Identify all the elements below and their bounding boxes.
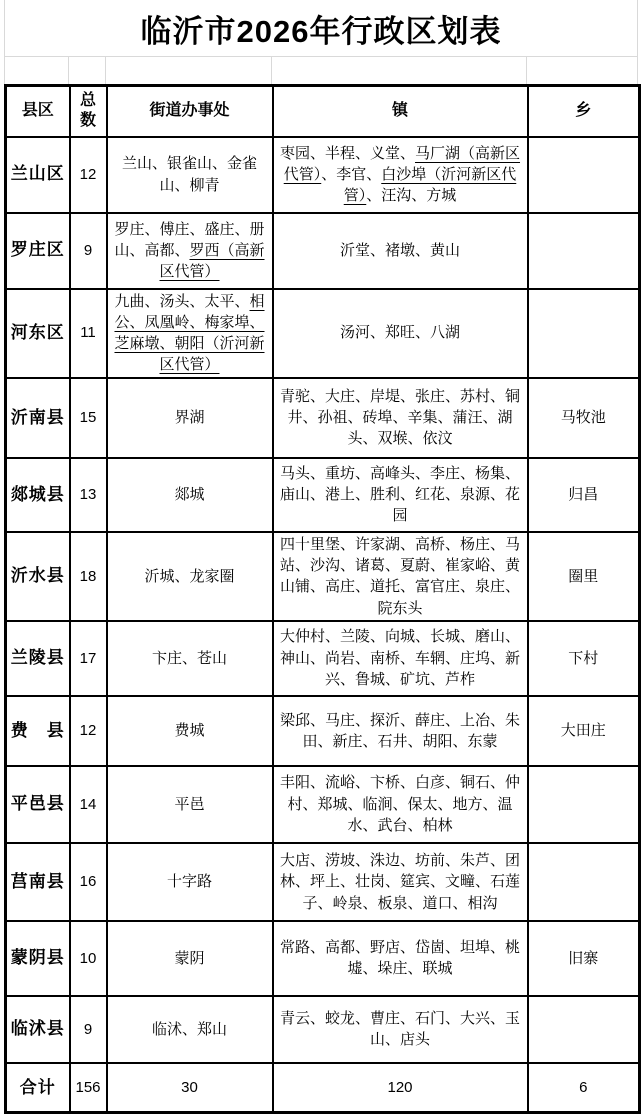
cell-total: 10 [70, 921, 107, 996]
cell-county: 费 县 [6, 696, 70, 766]
place-names: 青驼、大庄、岸堤、张庄、苏村、铜井、孙祖、砖埠、辛集、蒲汪、湖头、双堠、依汶 [279, 387, 520, 448]
cell-subdistricts [107, 378, 273, 458]
place-names: 十字路 [166, 873, 212, 891]
cell-county: 平邑县 [6, 766, 70, 843]
header-total: 总数 [70, 86, 107, 137]
cell-county: 沂水县 [6, 532, 70, 621]
table-row [6, 921, 640, 996]
gridline-vertical [105, 57, 106, 84]
cell-subdistricts [107, 696, 273, 766]
table-row [6, 289, 640, 378]
cell-township: 下村 [528, 621, 640, 696]
footer-total-count: 156 [70, 1063, 107, 1113]
cell-total: 13 [70, 458, 107, 532]
gridline-vertical [271, 57, 272, 84]
delegated-admin-name: 相公、凤凰岭、梅家埠、芝麻墩、朝阳（沂河新区代管） [114, 292, 265, 374]
table-row [6, 621, 640, 696]
place-names: 罗庄、傅庄、盛庄、册山、高都、 [114, 220, 265, 259]
gridline-vertical [4, 57, 5, 84]
place-names: 蒙阴 [174, 949, 205, 967]
cell-township [528, 137, 640, 213]
cell-total: 9 [70, 213, 107, 289]
table-footer-row [6, 1063, 640, 1113]
header-townships: 乡 [528, 86, 640, 137]
cell-towns [273, 621, 528, 696]
cell-county: 兰陵县 [6, 621, 70, 696]
cell-total: 11 [70, 289, 107, 378]
cell-total: 17 [70, 621, 107, 696]
cell-towns [273, 378, 528, 458]
cell-county: 临沭县 [6, 996, 70, 1063]
table-row [6, 696, 640, 766]
gridline-vertical [68, 57, 69, 84]
cell-towns [273, 213, 528, 289]
place-names: 马头、重坊、高峰头、李庄、杨集、庙山、港上、胜利、红花、泉源、花园 [279, 464, 520, 525]
cell-towns [273, 532, 528, 621]
place-names: 大仲村、兰陵、向城、长城、磨山、神山、尚岩、南桥、车辋、庄坞、新兴、鲁城、矿坑、芦柞 [279, 628, 520, 689]
place-names: 常路、高都、野店、岱崮、坦埠、桃墟、垛庄、联城 [279, 939, 520, 978]
table-row [6, 843, 640, 921]
place-names: 兰山、银雀山、金雀山、柳青 [121, 155, 257, 194]
gridline-vertical [637, 57, 638, 84]
cell-subdistricts [107, 213, 273, 289]
cell-subdistricts [107, 532, 273, 621]
table-row [6, 213, 640, 289]
place-names: 郯城 [174, 486, 205, 504]
table-row [6, 378, 640, 458]
cell-township [528, 996, 640, 1063]
footer-towns-count: 120 [273, 1063, 528, 1113]
table-header-row [6, 86, 640, 137]
cell-county: 莒南县 [6, 843, 70, 921]
table-row [6, 137, 640, 213]
cell-total: 12 [70, 137, 107, 213]
cell-total: 9 [70, 996, 107, 1063]
cell-towns [273, 766, 528, 843]
cell-towns [273, 996, 528, 1063]
cell-township [528, 843, 640, 921]
cell-township: 马牧池 [528, 378, 640, 458]
cell-township: 归昌 [528, 458, 640, 532]
delegated-admin-name: 马厂湖（高新区代管） [283, 144, 521, 183]
footer-label: 合计 [6, 1063, 70, 1113]
cell-subdistricts [107, 921, 273, 996]
header-county: 县区 [6, 86, 70, 137]
footer-subdistricts-count: 30 [107, 1063, 273, 1113]
cell-county: 郯城县 [6, 458, 70, 532]
place-names: 费城 [174, 722, 205, 740]
place-names: 枣园、半程、义堂、 [279, 144, 415, 162]
place-names: 沂堂、褚墩、黄山 [339, 241, 460, 259]
cell-total: 12 [70, 696, 107, 766]
place-names: 、汪沟、方城 [366, 187, 457, 205]
cell-subdistricts [107, 996, 273, 1063]
cell-towns [273, 289, 528, 378]
cell-subdistricts [107, 621, 273, 696]
cell-township: 大田庄 [528, 696, 640, 766]
spreadsheet-gridline-row [4, 57, 638, 84]
cell-township [528, 213, 640, 289]
cell-towns [273, 458, 528, 532]
delegated-admin-name: 白沙埠（沂河新区代管） [343, 165, 517, 205]
delegated-admin-name: 罗西（高新区代管） [159, 241, 265, 281]
footer-townships-count: 6 [528, 1063, 640, 1113]
cell-total: 15 [70, 378, 107, 458]
place-names: 丰阳、流峪、卞桥、白彦、铜石、仲村、郑城、临涧、保太、地方、温水、武台、柏林 [279, 774, 520, 835]
cell-towns [273, 921, 528, 996]
cell-subdistricts [107, 458, 273, 532]
header-towns: 镇 [273, 86, 528, 137]
cell-total: 18 [70, 532, 107, 621]
cell-county: 沂南县 [6, 378, 70, 458]
table-row [6, 766, 640, 843]
cell-subdistricts [107, 766, 273, 843]
place-names: 九曲、汤头、太平、 [114, 292, 250, 310]
table-row [6, 532, 640, 621]
table-row [6, 458, 640, 532]
cell-county: 河东区 [6, 289, 70, 378]
administrative-division-table [4, 84, 641, 1114]
place-names: 界湖 [174, 409, 205, 427]
cell-county: 蒙阴县 [6, 921, 70, 996]
cell-towns [273, 137, 528, 213]
cell-county: 罗庄区 [6, 213, 70, 289]
cell-total: 14 [70, 766, 107, 843]
cell-township: 圈里 [528, 532, 640, 621]
place-names: 平邑 [174, 795, 205, 813]
cell-subdistricts [107, 843, 273, 921]
header-subdistricts: 街道办事处 [107, 86, 273, 137]
place-names: 临沭、郑山 [151, 1020, 227, 1038]
place-names: 、李官、 [321, 165, 382, 183]
place-names: 沂城、龙家圈 [144, 567, 235, 585]
cell-subdistricts [107, 137, 273, 213]
place-names: 大店、涝坡、洙边、坊前、朱芦、团林、坪上、壮岗、筵宾、文疃、石莲子、岭泉、板泉、道口、相沟 [279, 851, 520, 912]
cell-township: 旧寨 [528, 921, 640, 996]
cell-township [528, 289, 640, 378]
cell-towns [273, 843, 528, 921]
place-names: 青云、蛟龙、曹庄、石门、大兴、玉山、店头 [279, 1010, 520, 1049]
cell-total: 16 [70, 843, 107, 921]
table-row [6, 996, 640, 1063]
place-names: 梁邱、马庄、探沂、薛庄、上冶、朱田、新庄、石井、胡阳、东蒙 [279, 711, 520, 750]
cell-county: 兰山区 [6, 137, 70, 213]
page-title: 临沂市2026年行政区划表 [4, 0, 638, 57]
cell-towns [273, 696, 528, 766]
cell-township [528, 766, 640, 843]
place-names: 汤河、郑旺、八湖 [339, 324, 460, 342]
place-names: 四十里堡、许家湖、高桥、杨庄、马站、沙沟、诸葛、夏蔚、崔家峪、黄山铺、高庄、道托、富官庄、泉庄、院东头 [279, 535, 520, 617]
place-names: 卞庄、苍山 [151, 649, 227, 667]
gridline-vertical [526, 57, 527, 84]
cell-subdistricts [107, 289, 273, 378]
